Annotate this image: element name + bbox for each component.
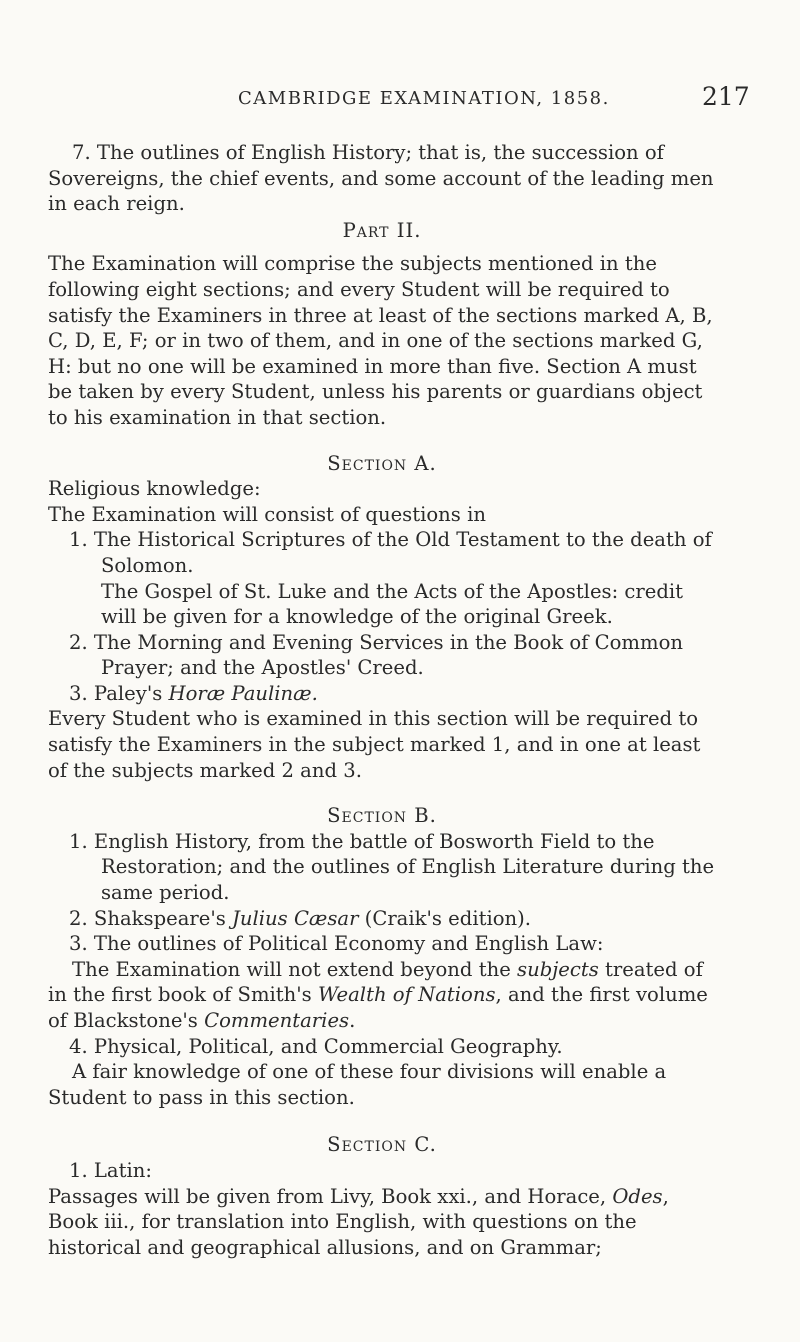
section-b-closing: A fair knowledge of one of these four divisions will enable a Student to pass in this section. [48,1060,667,1109]
section-a-line1: Religious knowledge: [48,477,261,501]
part-2-intro: The Examination will comprise the subjects mentioned in the following eight sections; and every Student will be required to satisfy the Examiners in three at least of the sections marked A, B, C, D, E, F; or in two of them, and in one of the sections marked G, H: but no one will be examined in more than five. Section A must be taken by every Student, unless his parents or guardians object to his examination in that section. [48,252,713,429]
section-b-item-2-suffix: (Craik's edition). [358,906,532,930]
section-b-item-3: 3. The outlines of Political Economy and English Law: [69,932,604,956]
item-7: 7. The outlines of English History; that is, the succession of Sovereigns, the chief events, and some account of the leading men in each reign. [48,141,714,216]
section-c-item-1: 1. Latin: [69,1158,152,1182]
section-a-item-2: 2. The Morning and Evening Services in the Book of Common Prayer; and the Apostles' Creed. [69,630,683,680]
section-a-item-1: 1. The Historical Scriptures of the Old Testament to the death of Solomon. [69,528,712,577]
section-b-note [48,957,716,1034]
section-b-note-part-4: . [349,1009,356,1032]
section-b-item-2-title: Julius Cæsar [232,906,359,930]
section-b-note-commentaries: Commentaries [204,1009,350,1032]
section-a-closing: Every Student who is examined in this section will be required to satisfy the Examiners in the subject marked 1, and in one at least of the subjects marked 2 and 3. [48,707,701,782]
section-c-passages [48,1184,716,1261]
section-b-note-part-3: , and the first volume of Blackstone's [48,983,708,1032]
section-b-heading: Section B. [327,804,437,828]
section-a-item-1-note: The Gospel of St. Luke and the Acts of the Apostles: credit will be given for a knowledge of the original Greek. [101,579,684,629]
section-b-note-part-2: treated of in the first book of Smith's [48,957,703,1007]
section-a-item-3-prefix: 3. Paley's [69,681,169,705]
section-c-part-2: , Book iii., for translation into English, with questions on the historical and geographical allusions, and on Grammar; [48,1184,669,1259]
section-b-note-part-1: The Examination will not extend beyond the [72,957,518,981]
part-2-heading: Part II. [342,218,422,242]
section-a-line2: The Examination will consist of questions in [48,502,486,526]
section-a-item-3 [48,681,716,707]
section-b-item-1: 1. English History, from the battle of Bosworth Field to the Restoration; and the outlines of English Literature during the same period. [69,829,715,905]
section-c-heading: Section C. [327,1133,437,1157]
section-b-item-2 [48,906,716,932]
section-b-item-4: 4. Physical, Political, and Commercial Geography. [69,1034,563,1058]
running-head: CAMBRIDGE EXAMINATION, 1858. [238,88,610,109]
section-b-note-wealth: Wealth of Nations [317,983,496,1007]
section-b-item-2-prefix: 2. Shakspeare's [69,906,233,930]
section-a-heading: Section A. [327,451,437,475]
page-body [48,140,716,1260]
page-header [0,82,800,118]
page-number: 217 [702,82,750,111]
section-c-part-1: Passages will be given from Livy, Book xxi., and Horace, [48,1184,613,1208]
section-c-odes: Odes [612,1184,663,1208]
section-a-item-3-title: Horæ Paulinæ. [168,681,318,705]
section-b-note-subjects: subjects [517,957,599,981]
